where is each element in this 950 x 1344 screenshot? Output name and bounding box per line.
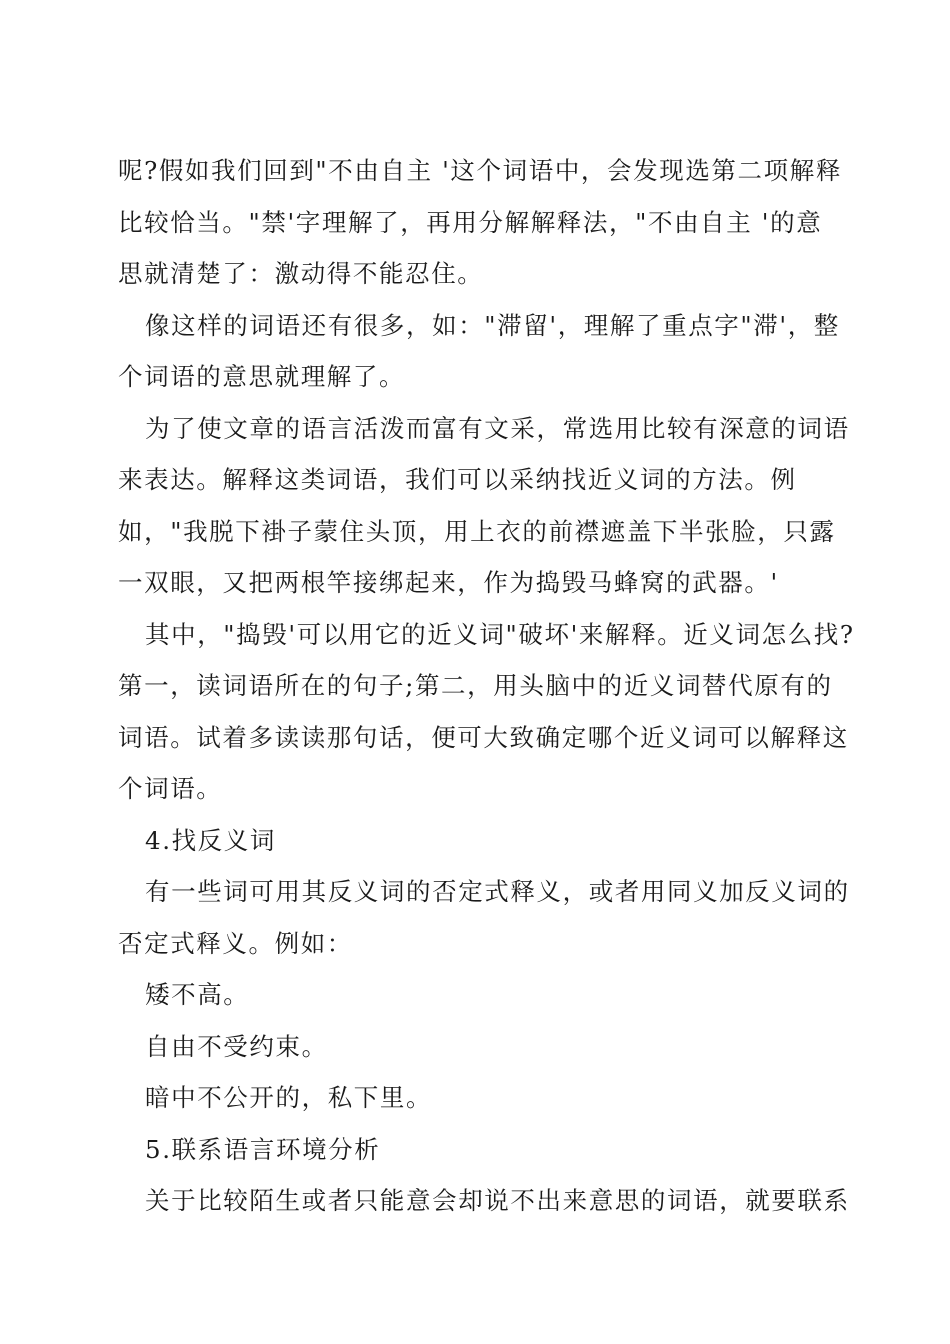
text-line-12: 词语。试着多读读那句话，便可大致确定哪个近义词可以解释这 xyxy=(118,722,849,752)
text-line-10: 其中，"捣毁'可以用它的近义词"破坏'来解释。近义词怎么找? xyxy=(145,619,855,649)
text-line-4: 像这样的词语还有很多，如："滞留'，理解了重点字"滞'，整 xyxy=(145,310,840,340)
section-heading-context: 5.联系语言环境分析 xyxy=(145,1134,381,1164)
text-line-1: 呢?假如我们回到"不由自主 '这个词语中，会发现选第二项解释 xyxy=(118,156,842,185)
text-line-9: 一双眼，又把两根竿接绑起来，作为捣毁马蜂窝的武器。' xyxy=(118,568,779,597)
example-line-2: 自由不受约束。 xyxy=(145,1031,328,1061)
text-line-3: 思就清楚了：激动得不能忍住。 xyxy=(118,259,484,288)
text-line-2: 比较恰当。"禁'字理解了，再用分解解释法，"不由自主 '的意 xyxy=(118,207,823,237)
text-line-13: 个词语。 xyxy=(118,774,223,803)
example-line-3: 暗中不公开的，私下里。 xyxy=(145,1083,433,1112)
text-line-15: 有一些词可用其反义词的否定式释义，或者用同义加反义词的 xyxy=(145,877,850,906)
text-line-8: 如，"我脱下褂子蒙住头顶，用上衣的前襟遮盖下半张脸，只露 xyxy=(118,516,836,546)
text-line-6: 为了使文章的语言活泼而富有文采，常选用比较有深意的词语 xyxy=(145,413,850,443)
text-line-7: 来表达。解释这类词语，我们可以采纳找近义词的方法。例 xyxy=(118,465,797,494)
document-body xyxy=(118,145,855,1227)
text-line-21: 关于比较陌生或者只能意会却说不出来意思的词语，就要联系 xyxy=(145,1186,850,1215)
text-line-5: 个词语的意思就理解了。 xyxy=(118,362,406,391)
section-heading-antonym: 4.找反义词 xyxy=(145,825,276,855)
text-line-16: 否定式释义。例如： xyxy=(118,928,353,958)
text-line-11: 第一，读词语所在的句子;第二，用头脑中的近义词替代原有的 xyxy=(118,671,833,700)
example-line-1: 矮不高。 xyxy=(145,980,250,1009)
